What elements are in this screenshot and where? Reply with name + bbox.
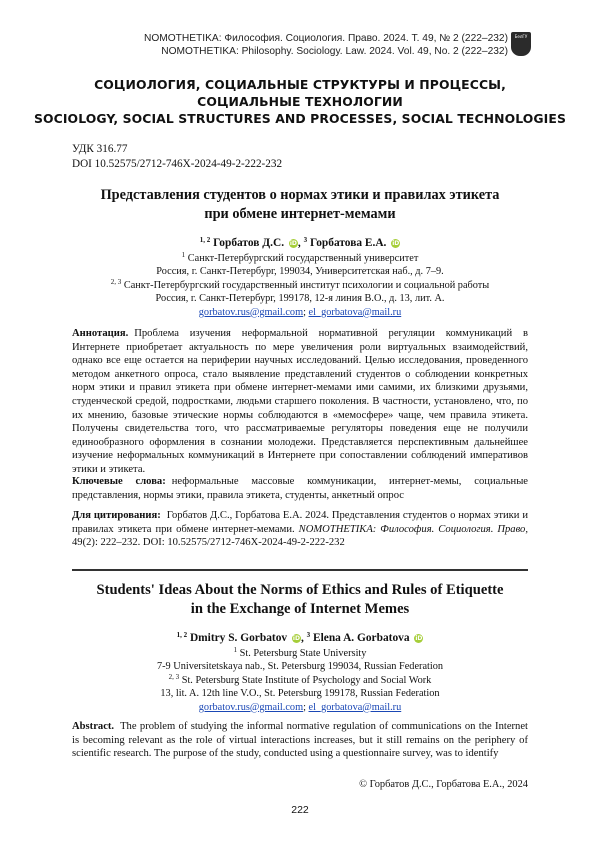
article-title-ru <box>60 186 540 224</box>
affiliations-en <box>0 647 600 714</box>
title-en-line2: in the Exchange of Internet Memes <box>40 600 560 619</box>
affiliation1-en-address: 7-9 Universitetskaya nab., St. Petersburg 199034, Russian Federation <box>0 660 600 673</box>
citation-ru-tail: 49(2): 222–232. DOI: 10.52575/2712-746X-2024-49-2-222-232 <box>72 537 345 548</box>
orcid-icon[interactable]: iD <box>414 634 423 643</box>
title-ru-line2: при обмене интернет-мемами <box>60 205 540 224</box>
article-title-en <box>40 581 560 619</box>
affiliation2-en: 2, 3 St. Petersburg State Institute of Psychology and Social Work <box>0 674 600 687</box>
authors-ru: 1, 2 Горбатов Д.С. iD, 3 Горбатова Е.А. iD <box>0 237 600 249</box>
affiliation1-ru: 1 Санкт-Петербургский государственный университет <box>0 252 600 265</box>
email-link[interactable]: gorbatov.rus@gmail.com <box>199 307 303 318</box>
citation-ru-text: Горбатов Д.С., Горбатова Е.А. 2024. Представления студентов о нормах этики и правилах этикета при обмене интернет-мемами. <box>72 510 528 535</box>
section-title-line2: СОЦИАЛЬНЫЕ ТЕХНОЛОГИИ <box>0 94 600 109</box>
keywords-ru <box>72 475 528 502</box>
section-title-line1: СОЦИОЛОГИЯ, СОЦИАЛЬНЫЕ СТРУКТУРЫ И ПРОЦЕССЫ, <box>0 77 600 92</box>
abstract-en <box>72 720 528 761</box>
email-link[interactable]: el_gorbatova@mail.ru <box>309 307 402 318</box>
affiliation2-ru: 2, 3 Санкт-Петербургский государственный институт психологии и социальной работы <box>0 279 600 292</box>
logo-text: БелГУ <box>515 34 528 39</box>
author1-en-sup: 1, 2 <box>177 631 188 639</box>
author1-en: Dmitry S. Gorbatov <box>190 632 287 644</box>
citation-ru-journal: NOMOTHETIKA: Философия. Социология. Право, <box>299 524 528 535</box>
abstract-en-label: Abstract. <box>72 721 114 732</box>
author1-ru-sup: 1, 2 <box>200 236 211 244</box>
authors-en: 1, 2 Dmitry S. Gorbatov iD, 3 Elena A. Gorbatova iD <box>0 632 600 644</box>
author2-en-sup: 3 <box>307 631 311 639</box>
orcid-icon[interactable]: iD <box>289 239 298 248</box>
abstract-ru-text: Проблема изучения неформальной нормативной регуляции коммуникаций в Интернете приобретает актуальность по мере увеличения роли виртуальных взаимодействий, однако все еще остается на периферии научных исследований. Целью исследования, проведенного методом анкетного опроса, стало выявление представлений студентов о соблюдении конкретных норм этики и правил этикета при обмене интернет-мемами ими самими, их близкими друзьями, студенческой средой, подростками, людьми старшего поколения. В частности, установлено, что, по их мнению, базовые этические нормы соблюдаются в «мемосфере» чаще, чем правила этикета. Получены свидетельства того, что рассматриваемые регуляторы поведения еще не получили единообразного оформления в сознании молодежи. Представляется перспективным дальнейшее изучение неформальных коммуникаций в Интернете при сопоставлении соблюдений императивов этики и этикета. <box>72 328 528 475</box>
author1-ru: Горбатов Д.С. <box>213 237 284 249</box>
title-ru-line1: Представления студентов о нормах этики и правилах этикета <box>60 186 540 205</box>
author2-ru-sup: 3 <box>304 236 308 244</box>
emails-en: gorbatov.rus@gmail.com; el_gorbatova@mail.ru <box>0 701 600 714</box>
doi: DOI 10.52575/2712-746X-2024-49-2-222-232 <box>72 158 282 170</box>
journal-line-ru: NOMOTHETIKA: Философия. Социология. Право. 2024. Т. 49, № 2 (222–232) <box>144 32 508 45</box>
keywords-ru-label: Ключевые слова: <box>72 476 166 487</box>
orcid-icon[interactable]: iD <box>292 634 301 643</box>
page-number: 222 <box>0 804 600 816</box>
affiliation2-ru-address: Россия, г. Санкт-Петербург, 199178, 12-я линия В.О., д. 13, лит. А. <box>0 292 600 305</box>
author2-ru: Горбатова Е.А. <box>310 237 386 249</box>
title-en-line1: Students' Ideas About the Norms of Ethics and Rules of Etiquette <box>40 581 560 600</box>
abstract-en-text: The problem of studying the informal normative regulation of communications on the Internet is becoming relevant as the role of virtual interactions increases, but it still remains on the periphery of scientific research. The purpose of the study, conducted using a questionnaire survey, was to identify <box>72 721 528 759</box>
journal-header <box>144 32 508 58</box>
section-title-line3: SOCIOLOGY, SOCIAL STRUCTURES AND PROCESSES, SOCIAL TECHNOLOGIES <box>0 111 600 126</box>
author2-en: Elena A. Gorbatova <box>313 632 410 644</box>
abstract-ru-label: Аннотация. <box>72 328 128 339</box>
email-link[interactable]: gorbatov.rus@gmail.com <box>199 702 303 713</box>
keywords-ru-text: неформальные массовые коммуникации, интернет-мемы, социальные представления, нормы этики, правила этикета, студенты, анкетный опрос <box>72 476 528 501</box>
copyright: © Горбатов Д.С., Горбатова Е.А., 2024 <box>359 779 528 790</box>
university-logo <box>511 32 531 56</box>
section-divider <box>72 569 528 571</box>
emails-ru: gorbatov.rus@gmail.com; el_gorbatova@mail.ru <box>0 306 600 319</box>
orcid-icon[interactable]: iD <box>391 239 400 248</box>
affiliation1-en: 1 St. Petersburg State University <box>0 647 600 660</box>
journal-line-en: NOMOTHETIKA: Philosophy. Sociology. Law. 2024. Vol. 49, No. 2 (222–232) <box>144 45 508 58</box>
citation-ru-label: Для цитирования: <box>72 510 161 521</box>
citation-ru <box>72 509 528 550</box>
udk: УДК 316.77 <box>72 143 127 155</box>
affiliation1-ru-address: Россия, г. Санкт-Петербург, 199034, Университетская наб., д. 7–9. <box>0 265 600 278</box>
affiliations-ru <box>0 252 600 319</box>
affiliation2-en-address: 13, lit. A. 12th line V.O., St. Petersburg 199178, Russian Federation <box>0 687 600 700</box>
abstract-ru <box>72 327 528 477</box>
email-link[interactable]: el_gorbatova@mail.ru <box>309 702 402 713</box>
